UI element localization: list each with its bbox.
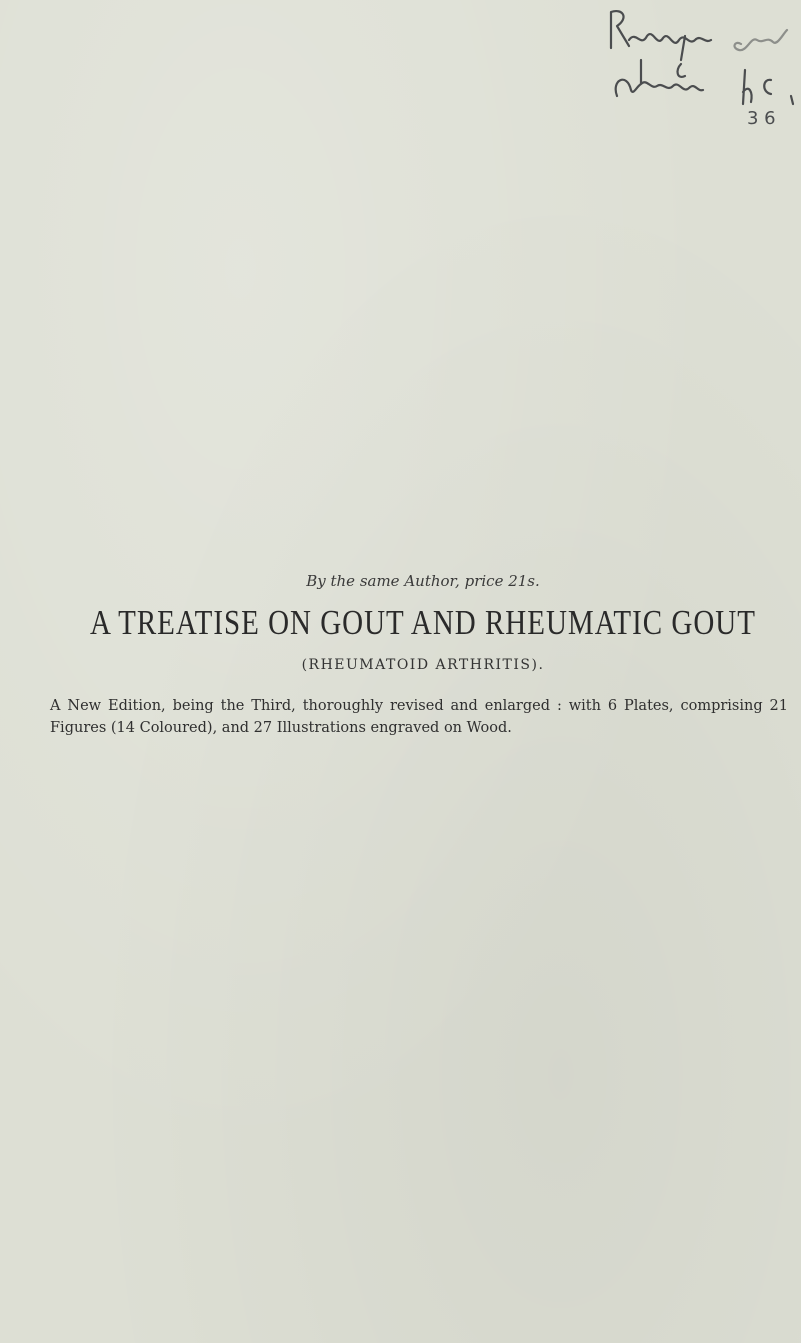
- edition-description: A New Edition, being the Third, thoroughly revised and enlarged : with 6 Plates, comprising 21 Figures (14 Coloured), and 27 Illustrations engraved on Wood.: [50, 698, 788, 736]
- advertisement-block: [50, 572, 796, 739]
- shelf-mark-text: 3 6: [747, 108, 776, 129]
- book-subtitle: (RHEUMATOID ARTHRITIS).: [301, 657, 545, 673]
- handwritten-annotation: [581, 0, 801, 130]
- book-title: A TREATISE ON GOUT AND RHEUMATIC GOUT: [90, 604, 756, 643]
- byline: By the same Author, price 21s.: [306, 572, 540, 590]
